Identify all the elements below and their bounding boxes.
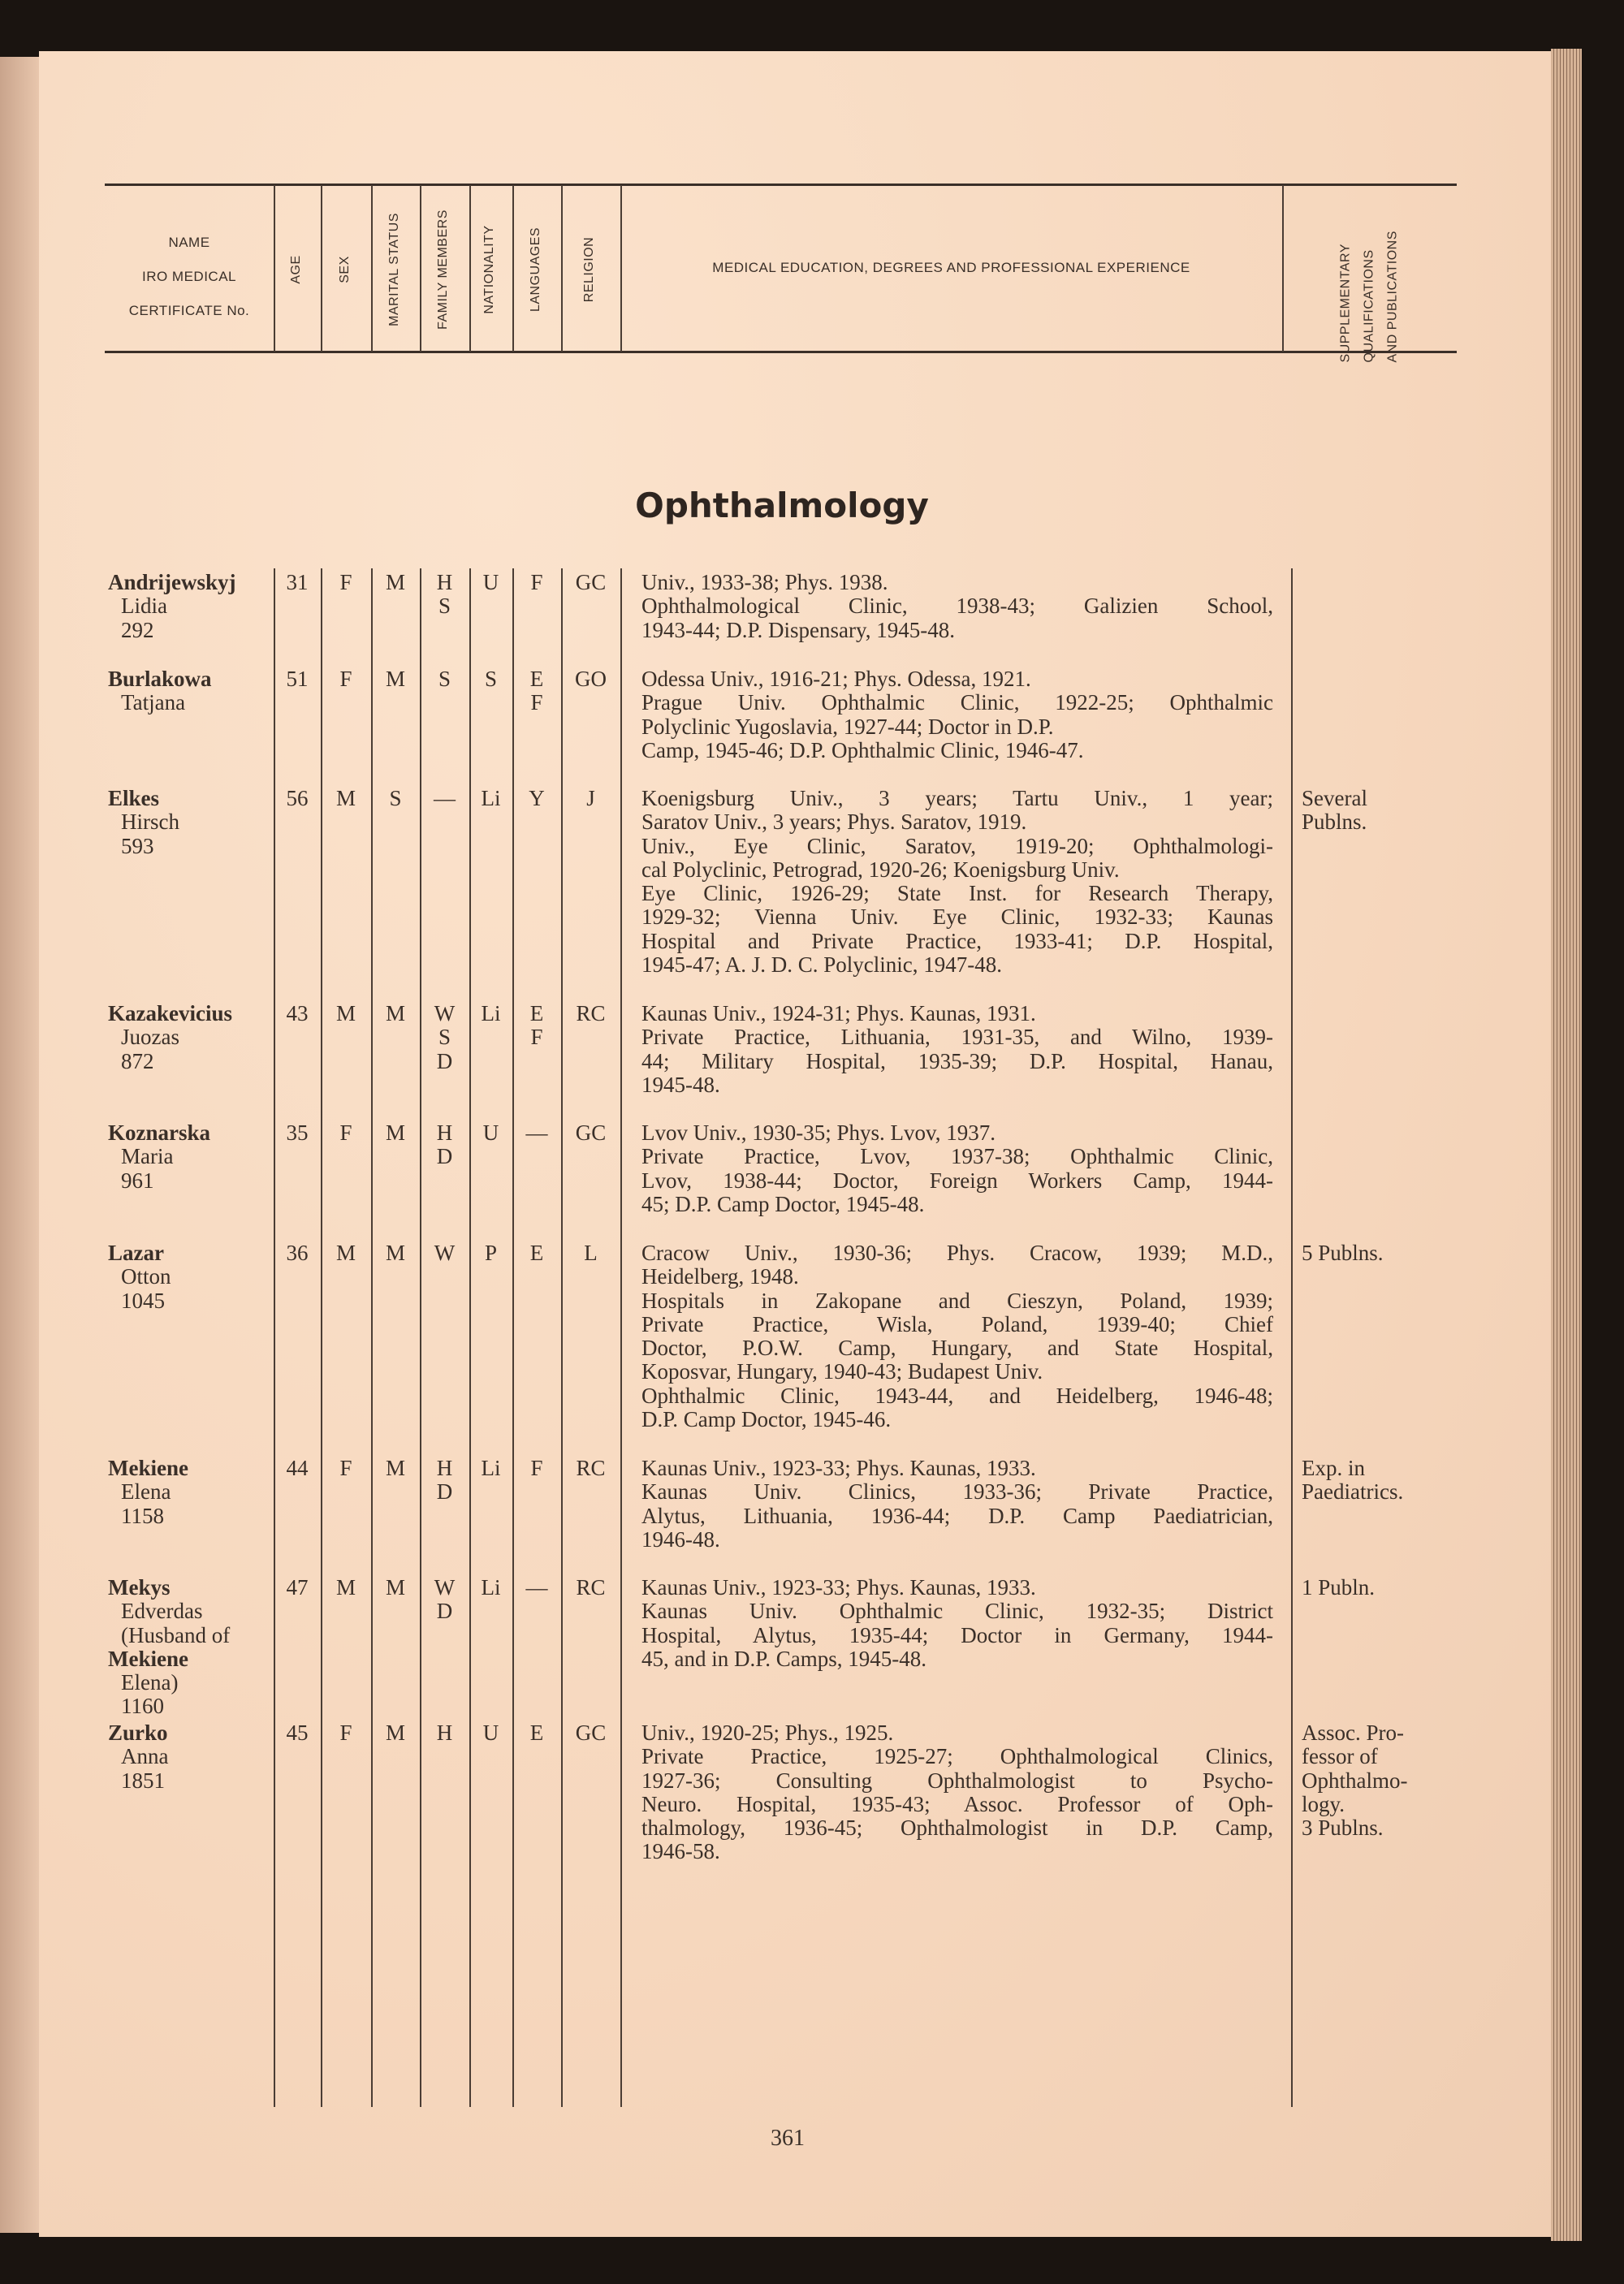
education-cell [641,787,1273,977]
header-top-rule [105,183,1457,186]
languages-cell: — [525,1575,548,1600]
education-line: cal Polyclinic, Petrograd, 1920-26; Koenigsburg Univ. [641,857,1120,882]
sex-cell: M [335,1241,356,1265]
name-detail: Juozas [121,1025,179,1050]
education-line: thalmology, 1936-45; Ophthalmologist in D.P. Camp, [641,1816,1273,1841]
age-cell: 47 [286,1575,309,1600]
education-line: Kaunas Univ. Clinics, 1933-36; Private Practice, [641,1479,1273,1505]
education-line: Univ., 1920-25; Phys., 1925. [641,1721,894,1745]
name-cell [108,787,274,858]
education-line: Private Practice, Lithuania, 1931-35, and Wilno, 1939- [641,1025,1273,1050]
name-cell [108,571,274,642]
family-cell: W [434,1241,456,1265]
education-line: 1943-44; D.P. Dispensary, 1945-48. [641,617,955,642]
education-cell [641,1241,1273,1431]
age-cell: 35 [286,1120,309,1145]
age-cell: 31 [286,570,309,594]
header-iro: IRO MEDICAL [141,269,237,284]
family-cell: S [438,667,451,691]
education-line: 1929-32; Vienna Univ. Eye Clinic, 1932-33; Kaunas [641,905,1273,930]
religion-cell: GC [575,570,607,594]
name-detail: Maria [121,1144,174,1169]
sex-cell: F [339,1456,352,1480]
header-name: NAME [168,235,210,250]
languages-cell: E [529,1721,544,1745]
languages-cell: F [530,1456,543,1480]
age-cell: 36 [286,1241,309,1265]
family-cell: H D [436,1456,453,1505]
education-line: 1946-58. [641,1839,720,1864]
surname: Andrijewskyj [108,570,236,594]
page-number: 361 [771,2126,805,2151]
header-column-rule [512,185,514,352]
education-cell [641,571,1273,642]
marital-cell: M [385,1120,405,1145]
header-cert: CERTIFICATE No. [128,303,250,318]
sex-cell: M [335,1575,356,1600]
education-line: 1927-36; Consulting Ophthalmologist to Psycho- [641,1768,1273,1793]
languages-cell: E [529,1241,544,1265]
nationality-cell: U [482,1120,499,1145]
header-column-rule [1282,185,1284,352]
page-stack-edge [1551,49,1582,2241]
section-title: Ophthalmology [635,486,929,525]
education-line: Eye Clinic, 1926-29; State Inst. for Research Therapy, [641,881,1273,906]
header-column-rule [420,185,421,352]
religion-cell: GC [575,1120,607,1145]
age-cell: 56 [286,786,309,810]
nationality-cell: Li [481,1456,501,1480]
name-cell [108,667,274,715]
religion-cell: RC [576,1001,606,1025]
marital-cell: M [385,1721,405,1745]
education-cell [641,1721,1273,1864]
education-line: Camp, 1945-46; D.P. Ophthalmic Clinic, 1946-47. [641,737,1084,762]
education-line: Koposvar, Hungary, 1940-43; Budapest Univ. [641,1359,1043,1384]
name-cell [108,1721,274,1793]
marital-cell: M [385,1241,405,1265]
name-detail: 593 [121,833,154,858]
header-column-rule [274,185,275,352]
education-line: 45, and in D.P. Camps, 1945-48. [641,1646,926,1671]
family-cell: — [434,786,456,810]
sex-cell: F [339,1120,352,1145]
supplementary-cell: Assoc. Pro- fessor of Ophthalmo- logy. 3 Publns. [1302,1721,1408,1841]
education-line: Hospitals in Zakopane and Cieszyn, Poland, 1939; [641,1288,1273,1313]
religion-cell: GO [575,667,607,691]
header-family-members: FAMILY MEMBERS [436,209,450,330]
education-line: Heidelberg, 1948. [641,1264,799,1289]
education-cell [641,1576,1273,1671]
header-sex: SEX [338,256,352,283]
sex-cell: M [335,786,356,810]
family-cell: H [436,1721,453,1745]
surname: Mekiene [108,1646,188,1671]
name-detail: 1158 [121,1503,164,1528]
education-line: Kaunas Univ., 1924-31; Phys. Kaunas, 1931. [641,1001,1036,1025]
name-detail: (Husband of [121,1622,231,1647]
name-detail: Hirsch [121,810,179,835]
supplementary-cell: Exp. in Paediatrics. [1302,1456,1404,1505]
name-cell [108,1457,274,1528]
surname: Kazakevicius [108,1001,232,1025]
education-line: Private Practice, 1925-27; Ophthalmological Clinics, [641,1744,1273,1769]
name-detail: 1851 [121,1768,165,1793]
education-line: Private Practice, Wisla, Poland, 1939-40; Chief [641,1311,1273,1336]
surname: Mekiene [108,1456,188,1480]
name-cell [108,1241,274,1313]
education-line: Univ., Eye Clinic, Saratov, 1919-20; Ophthalmologi- [641,833,1273,858]
education-line: Private Practice, Lvov, 1937-38; Ophthalmic Clinic, [641,1144,1273,1169]
education-line: Ophthalmological Clinic, 1938-43; Galizien School, [641,594,1273,619]
education-cell [641,1002,1273,1097]
surname: Lazar [108,1241,164,1265]
nationality-cell: S [484,667,498,691]
name-detail: 1160 [121,1694,164,1719]
education-line: Koenigsburg Univ., 3 years; Tartu Univ., 1 year; [641,786,1273,810]
header-name-col [105,226,274,328]
education-line: Doctor, P.O.W. Camp, Hungary, and State Hospital, [641,1336,1273,1361]
marital-cell: M [385,1575,405,1600]
name-detail: 872 [121,1048,154,1073]
header-bottom-rule [105,351,1457,353]
languages-cell: Y [529,786,545,810]
education-cell [641,1457,1273,1552]
header-column-rule [620,185,622,352]
religion-cell: RC [576,1575,606,1600]
header-supplementary-line: QUALIFICATIONS [1362,249,1376,363]
age-cell: 44 [286,1456,309,1480]
age-cell: 43 [286,1001,309,1025]
header-religion: RELIGION [582,236,596,303]
surname: Mekys [108,1575,171,1600]
religion-cell: L [584,1241,598,1265]
header-age: AGE [289,255,303,284]
education-line: Hospital and Private Practice, 1933-41; D.P. Hospital, [641,928,1273,953]
education-line: Lvov Univ., 1930-35; Phys. Lvov, 1937. [641,1120,996,1145]
name-cell [108,1121,274,1193]
nationality-cell: P [484,1241,498,1265]
sex-cell: F [339,1721,352,1745]
header-column-rule [371,185,373,352]
marital-cell: S [389,786,402,810]
marital-cell: M [385,1456,405,1480]
sex-cell: F [339,667,352,691]
education-line: Lvov, 1938-44; Doctor, Foreign Workers Camp, 1944- [641,1168,1273,1193]
family-cell: H S [436,570,453,619]
surname: Zurko [108,1721,168,1745]
name-detail: Otton [121,1264,171,1289]
religion-cell: J [586,786,595,810]
name-detail: Elena [121,1479,171,1505]
name-detail: Elena) [121,1670,179,1695]
age-cell: 51 [286,667,309,691]
header-supplementary-line: AND PUBLICATIONS [1385,231,1400,363]
surname: Koznarska [108,1120,211,1145]
nationality-cell: U [482,570,499,594]
family-cell: W D [434,1575,456,1624]
education-line: D.P. Camp Doctor, 1945-46. [641,1407,892,1432]
header-column-rule [561,185,563,352]
nationality-cell: Li [481,1001,501,1025]
header-column-rule [321,185,322,352]
education-line: Hospital, Alytus, 1935-44; Doctor in Germany, 1944- [641,1622,1273,1647]
supplementary-cell: 1 Publn. [1302,1575,1376,1600]
nationality-cell: Li [481,786,501,810]
age-cell: 45 [286,1721,309,1745]
education-line: Univ., 1933-38; Phys. 1938. [641,570,888,594]
name-detail: 1045 [121,1288,165,1313]
name-detail: Tatjana [121,690,186,715]
education-line: 45; D.P. Camp Doctor, 1945-48. [641,1191,925,1216]
nationality-cell: Li [481,1575,501,1600]
education-line: Prague Univ. Ophthalmic Clinic, 1922-25; Ophthalmic [641,690,1273,715]
header-languages: LANGUAGES [529,227,542,313]
education-line: Kaunas Univ. Ophthalmic Clinic, 1932-35; District [641,1599,1273,1624]
header-column-rule [469,185,471,352]
education-line: Alytus, Lithuania, 1936-44; D.P. Camp Paediatrician, [641,1503,1273,1528]
header-marital-status: MARITAL STATUS [387,213,401,326]
education-line: Cracow Univ., 1930-36; Phys. Cracow, 1939; M.D., [641,1241,1273,1265]
languages-cell: — [525,1120,548,1145]
languages-cell: E F [529,667,544,715]
education-line: Ophthalmic Clinic, 1943-44, and Heidelberg, 1946-48; [641,1383,1273,1408]
name-cell [108,1576,274,1719]
languages-cell: E F [529,1001,544,1050]
name-detail: 292 [121,617,154,642]
nationality-cell: U [482,1721,499,1745]
education-cell [641,1121,1273,1216]
education-line: Kaunas Univ., 1923-33; Phys. Kaunas, 1933. [641,1456,1036,1480]
education-line: 44; Military Hospital, 1935-39; D.P. Hospital, Hanau, [641,1048,1273,1073]
family-cell: W S D [434,1001,456,1073]
sex-cell: F [339,570,352,594]
education-line: Saratov Univ., 3 years; Phys. Saratov, 1919. [641,810,1027,835]
supplementary-cell: Several Publns. [1302,786,1367,835]
education-line: Polyclinic Yugoslavia, 1927-44; Doctor in D.P. [641,714,1054,739]
education-line: 1946-48. [641,1526,720,1552]
education-line: Odessa Univ., 1916-21; Phys. Odessa, 1921. [641,667,1031,691]
supplementary-cell: 5 Publns. [1302,1241,1384,1265]
marital-cell: M [385,667,405,691]
marital-cell: M [385,1001,405,1025]
sex-cell: M [335,1001,356,1025]
header-supplementary [1334,201,1405,363]
body-column-rule [1291,568,1293,2107]
religion-cell: GC [575,1721,607,1745]
name-cell [108,1002,274,1073]
education-line: Kaunas Univ., 1923-33; Phys. Kaunas, 1933. [641,1575,1036,1600]
surname: Burlakowa [108,667,212,691]
body-column-rule [620,568,622,2107]
header-supplementary-line: SUPPLEMENTARY [1338,244,1353,363]
header-nationality: NATIONALITY [482,225,496,314]
languages-cell: F [530,570,543,594]
name-detail: 961 [121,1168,154,1193]
education-cell [641,667,1273,762]
name-detail: Lidia [121,594,167,619]
education-line: Neuro. Hospital, 1935-43; Assoc. Professor of Oph- [641,1791,1273,1816]
header-education: MEDICAL EDUCATION, DEGREES AND PROFESSIONAL EXPERIENCE [712,260,1190,275]
education-line: 1945-48. [641,1072,720,1097]
name-detail: Anna [121,1744,169,1769]
religion-cell: RC [576,1456,606,1480]
education-line: 1945-47; A. J. D. C. Polyclinic, 1947-48. [641,952,1002,978]
name-detail: Edverdas [121,1599,203,1624]
marital-cell: M [385,570,405,594]
family-cell: H D [436,1120,453,1169]
surname: Elkes [108,786,160,810]
